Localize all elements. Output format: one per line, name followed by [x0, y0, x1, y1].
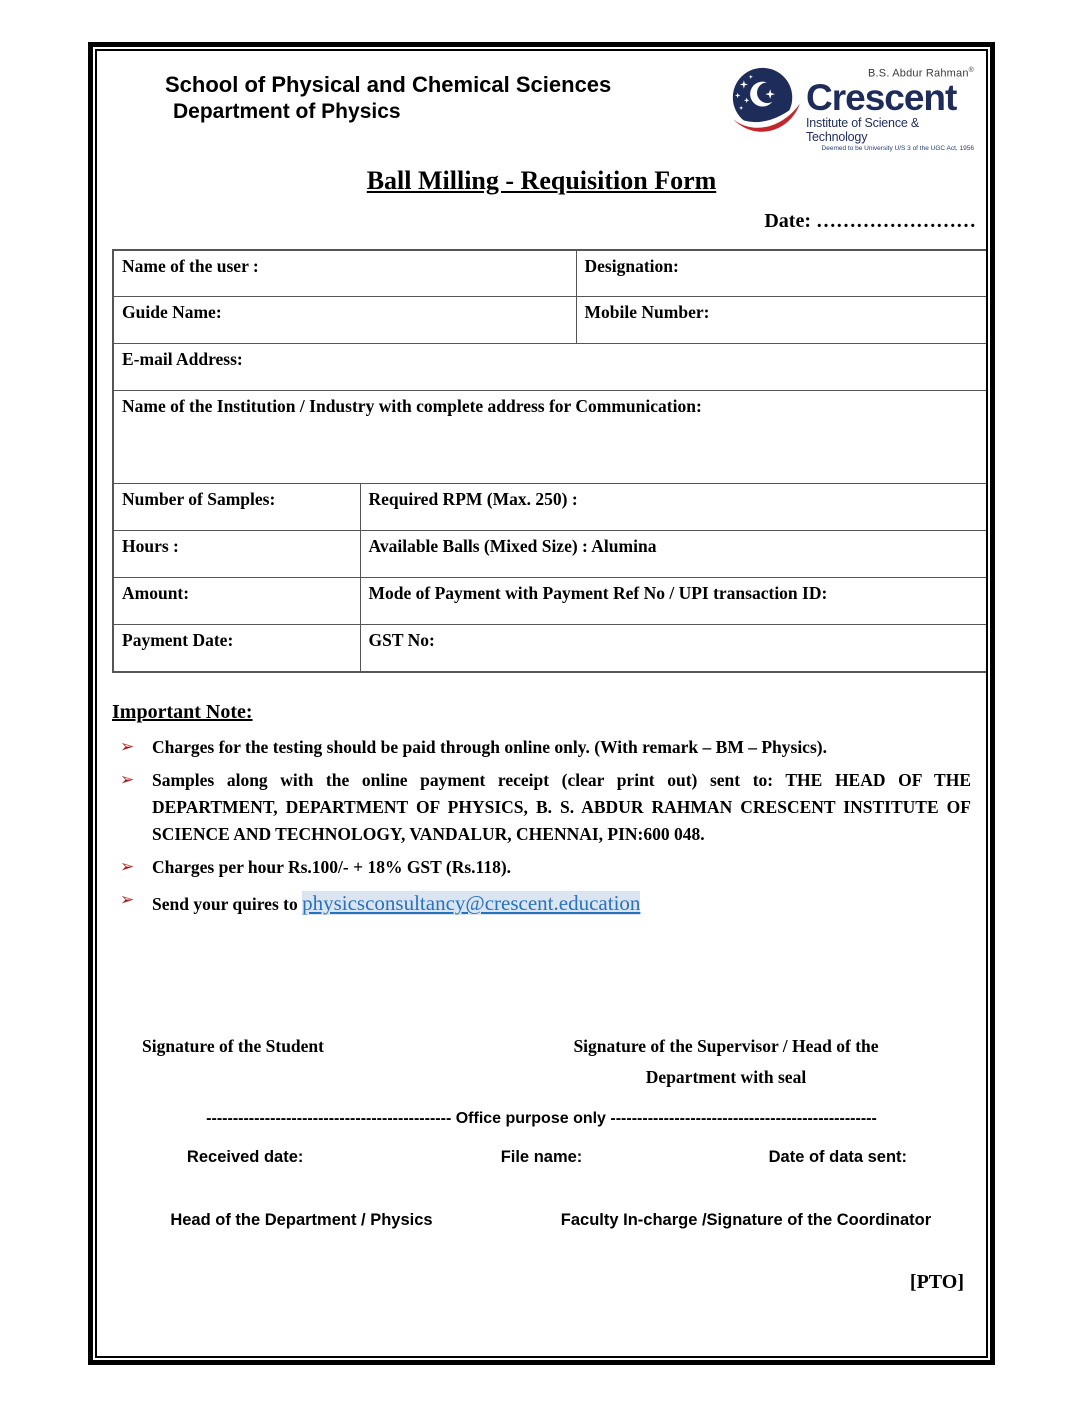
logo-brand-name: Crescent	[806, 76, 957, 118]
important-note-heading: Important Note:	[112, 700, 253, 723]
table-row	[113, 625, 988, 672]
date-of-data-sent-label: Date of data sent:	[768, 1147, 908, 1166]
office-signatures-row	[97, 1211, 986, 1230]
table-row	[113, 344, 988, 391]
department-name: Department of Physics	[173, 99, 401, 123]
amount-cell: Amount:	[113, 578, 360, 625]
signature-row	[97, 1036, 986, 1088]
institution-address-cell: Name of the Institution / Industry with complete address for Communication:	[113, 391, 988, 484]
arrow-bullet-icon: ➢	[120, 857, 135, 877]
note-bullet-4	[112, 887, 971, 920]
note-bullet-text	[152, 887, 971, 920]
payment-date-cell: Payment Date:	[113, 625, 360, 672]
header	[97, 51, 986, 152]
mobile-number-cell: Mobile Number:	[576, 297, 988, 344]
page-title: Ball Milling - Requisition Form	[366, 165, 717, 195]
guide-name-cell: Guide Name:	[113, 297, 576, 344]
pto-marker: [PTO]	[909, 1271, 964, 1293]
hours-cell: Hours :	[113, 531, 360, 578]
table-row	[113, 578, 988, 625]
email-address-cell: E-mail Address:	[113, 344, 988, 391]
note-bullet-3	[112, 854, 971, 881]
crescent-moon-logo-icon	[728, 65, 804, 137]
logo-founder-text: B.S. Abdur Rahman	[868, 67, 969, 80]
table-row	[113, 250, 988, 297]
consultancy-email-link[interactable]: physicsconsultancy@crescent.education	[302, 891, 641, 916]
form-document	[95, 49, 988, 1358]
received-date-label: Received date:	[186, 1147, 304, 1166]
date-field: Date: ……………………	[764, 209, 976, 232]
school-name: School of Physical and Chemical Sciences	[165, 72, 612, 97]
table-row	[113, 297, 988, 344]
important-note-section	[112, 701, 971, 920]
supervisor-signature-label	[536, 1036, 916, 1088]
file-name-label: File name:	[500, 1147, 583, 1166]
gst-no-cell: GST No:	[360, 625, 988, 672]
name-of-user-cell: Name of the user :	[113, 250, 576, 297]
note-bullet-text: Charges for the testing should be paid through online only. (With remark – BM – Physics).	[152, 736, 827, 757]
office-fields-row	[97, 1148, 986, 1167]
payment-mode-cell: Mode of Payment with Payment Ref No / UPI transaction ID:	[360, 578, 988, 625]
student-signature-label: Signature of the Student	[142, 1035, 324, 1056]
registered-trademark-icon: ®	[968, 67, 974, 74]
designation-cell: Designation:	[576, 250, 988, 297]
arrow-bullet-icon: ➢	[120, 769, 135, 789]
crescent-logo	[728, 65, 974, 152]
available-balls-cell: Available Balls (Mixed Size) : Alumina	[360, 531, 988, 578]
institution-heading	[165, 65, 611, 125]
table-row	[113, 484, 988, 531]
logo-wordmark	[806, 65, 974, 152]
table-row	[113, 531, 988, 578]
arrow-bullet-icon: ➢	[120, 736, 135, 756]
requisition-table	[112, 249, 988, 673]
office-purpose-divider: ---------------------------------------------- Office purpose only --------------------------------------------------	[206, 1109, 877, 1127]
note-bullet-1	[112, 734, 971, 761]
supervisor-signature-line1: Signature of the Supervisor / Head of the	[573, 1035, 879, 1056]
supervisor-signature-line2: Department with seal	[645, 1066, 807, 1087]
faculty-incharge-label: Faculty In-charge /Signature of the Coordinator	[560, 1210, 932, 1229]
arrow-bullet-icon: ➢	[120, 890, 135, 910]
logo-tagline: Deemed to be University U/S 3 of the UGC Act, 1956	[821, 144, 974, 152]
required-rpm-cell: Required RPM (Max. 250) :	[360, 484, 988, 531]
note-bullet-text: Charges per hour Rs.100/- + 18% GST (Rs.118).	[152, 857, 512, 878]
hod-signature-label: Head of the Department / Physics	[170, 1210, 433, 1229]
email-bullet-prefix: Send your quires to	[152, 894, 303, 915]
logo-institute-line: Institute of Science & Technology	[806, 115, 920, 144]
table-row	[113, 391, 988, 484]
number-of-samples-cell: Number of Samples:	[113, 484, 360, 531]
note-bullet-2	[112, 767, 971, 848]
note-bullet-text: Samples along with the online payment receipt (clear print out) sent to: THE HEAD OF THE DEPARTMENT, DEPARTMENT OF PHYSICS, B. S. ABDUR RAHMAN CRESCENT INSTITUTE OF SCIENCE AND TECHNOLOGY, VANDALUR, CHENNAI, PIN:600 048.	[152, 769, 971, 845]
page-border	[88, 42, 995, 1365]
